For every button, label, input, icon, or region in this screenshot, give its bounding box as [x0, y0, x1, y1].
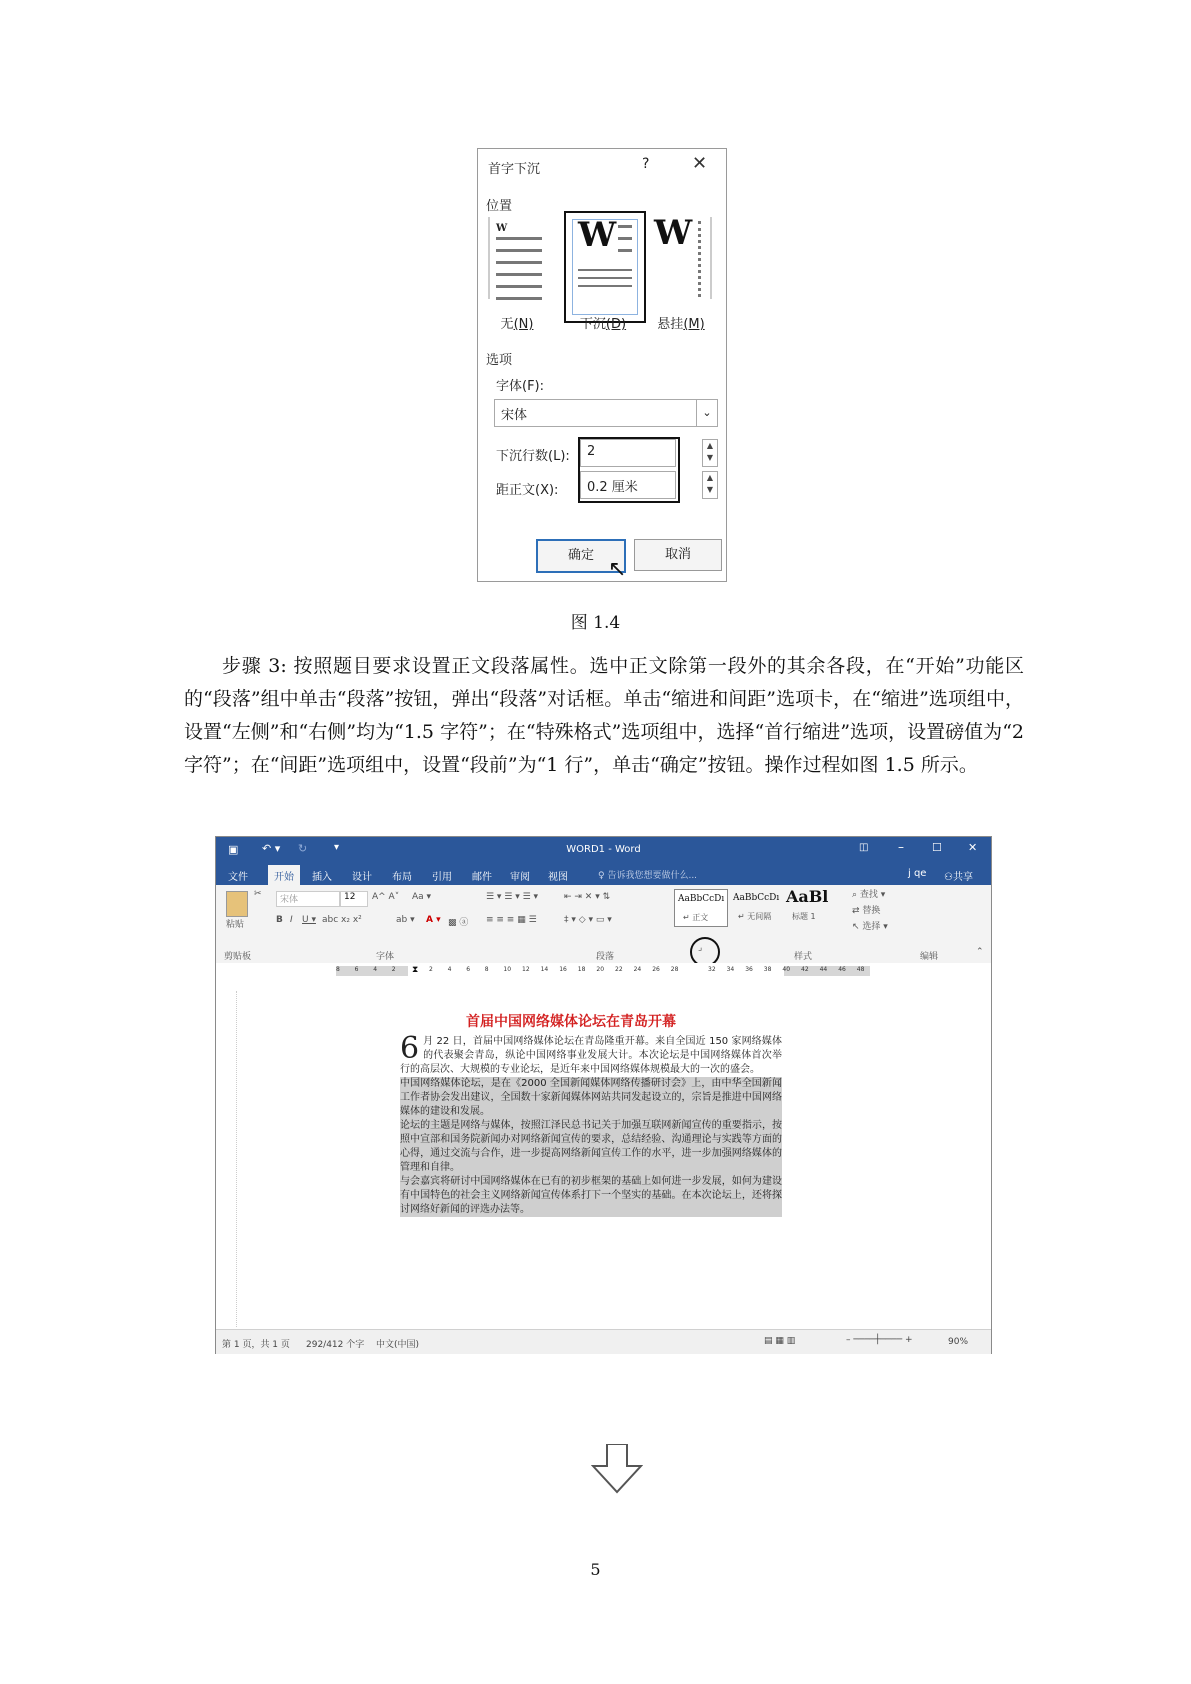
dialog-title: 首字下沉 [488, 162, 541, 177]
ruler-number: 34 [726, 966, 735, 973]
dialog-launcher-icon[interactable]: ⌟ [698, 943, 703, 953]
group-font: 字体 [376, 952, 395, 962]
font-size-select[interactable]: 12 [340, 891, 368, 907]
user-name[interactable]: j qe [908, 868, 927, 879]
tab-review[interactable]: 审阅 [510, 872, 530, 883]
ruler-number: 2 [429, 966, 433, 973]
ruler-number: 24 [633, 966, 642, 973]
font-field-label: 字体(F): [496, 379, 545, 394]
strikethrough-icon[interactable]: abc x₂ x² [322, 915, 362, 925]
ruler-number: 36 [745, 966, 753, 973]
shading-icon[interactable]: ‡ ▾ ◇ ▾ ▭ ▾ [564, 915, 612, 925]
title-bar [216, 837, 991, 863]
tab-mailings[interactable]: 邮件 [472, 872, 492, 883]
paste-label[interactable]: 粘贴 [226, 920, 245, 930]
step-paragraph [184, 650, 1024, 782]
drop-cap: 6 [400, 1031, 420, 1066]
horizontal-ruler[interactable] [216, 963, 991, 982]
vertical-ruler [222, 991, 237, 1327]
ruler-number: 38 [763, 966, 772, 973]
distance-input-value: 0.2 厘米 [587, 480, 638, 495]
ruler-number: 48 [856, 966, 865, 973]
ribbon [216, 885, 991, 964]
dropped-letter: W [578, 215, 617, 255]
ruler-number: 8 [336, 966, 340, 973]
tab-design[interactable]: 设计 [352, 872, 372, 883]
underline-icon[interactable]: U ▾ [302, 915, 316, 925]
cancel-button[interactable]: 取消 [634, 539, 722, 571]
status-words[interactable]: 292/412 个字 [306, 1340, 365, 1350]
align-icon[interactable]: ≡ ≡ ≡ ▦ ☰ [486, 915, 537, 925]
position-margin-option[interactable] [650, 213, 716, 305]
bullets-icon[interactable]: ☰ ▾ ☰ ▾ ☰ ▾ [486, 892, 539, 902]
status-language[interactable]: 中文(中国) [376, 1340, 420, 1350]
style-heading-1[interactable]: AaBl 标题 1 [786, 887, 829, 921]
ruler-number: 4 [373, 966, 378, 973]
font-select[interactable] [494, 399, 718, 427]
ruler-number: 18 [577, 966, 586, 973]
status-bar [216, 1329, 991, 1354]
group-clipboard: 剪贴板 [224, 952, 252, 962]
margin-letter: W [654, 213, 693, 253]
paragraph-2: 中国网络媒体论坛，是在《2000 全国新闻媒体网络传播研讨会》上，由中华全国新闻工作者协会发出建议，全国数十家新闻媒体网站共同发起设立的，宗旨是推进中国网络媒体的建设和发展。 [400, 1078, 782, 1117]
document-body [400, 1031, 782, 1217]
font-name-select[interactable]: 宋体 [276, 891, 340, 907]
share-button[interactable]: ⚇共享 [944, 872, 973, 883]
highlight-icon[interactable]: ab ▾ [396, 915, 415, 925]
step-text: 步骤 3: 按照题目要求设置正文段落属性。选中正文除第一段外的其余各段，在“开始”功能区的“段落”组中单击“段落”按钮，弹出“段落”对话框。单击“缩进和间距”选项卡，在“缩进”选项组中，设置“左侧”和“右侧”均为“1.5 字符”；在“特殊格式”选项组中，选择“首行缩进”选项，设置磅值为“2 字符”；在“间距”选项组中，设置“段前”为“1 行”，单击“确定”按钮。操作过程如图 1.5 所示。 [184, 655, 1024, 776]
tell-me-box[interactable]: ♀ 告诉我您想要做什么... [598, 871, 698, 881]
group-paragraph: 段落 [596, 952, 615, 962]
word-window [215, 836, 992, 1354]
ruler-number: 28 [670, 966, 679, 973]
ruler-number: 8 [484, 966, 489, 973]
ruler-number: 2 [391, 966, 396, 973]
zoom-level[interactable]: 90% [948, 1337, 969, 1347]
distance-input[interactable] [580, 471, 676, 499]
change-case-icon[interactable]: Aa ▾ [412, 892, 432, 902]
tab-home[interactable]: 开始 [268, 865, 300, 886]
paragraph-3: 论坛的主题是网络与媒体，按照江泽民总书记关于加强互联网新闻宣传的重要指示，按照中宣部和国务院新闻办对网络新闻宣传的要求，总结经验、沟通理论与实践等方面的心得，通过交流与合作，进一步提高网络新闻宣传工作的水平，进一步加强网络媒体的管理和自律。 [400, 1120, 782, 1173]
document-headline: 首届中国网络媒体论坛在青岛开幕 [466, 1014, 676, 1030]
person-icon: ⚇ [944, 872, 953, 883]
redo-icon[interactable]: ↻ [298, 842, 308, 855]
grow-font-icon[interactable]: A^ A˅ [372, 892, 400, 902]
close-icon[interactable]: ✕ [692, 153, 708, 174]
indent-marker-icon[interactable]: ⧗ [412, 965, 419, 975]
font-select-value: 宋体 [501, 408, 528, 423]
ruler-number: 10 [503, 966, 512, 973]
ruler-number: 32 [708, 966, 716, 973]
ruler-number: 42 [801, 966, 809, 973]
group-styles: 样式 [794, 952, 813, 962]
save-icon[interactable]: ▣ [228, 843, 239, 856]
paragraph-1: 6 月 22 日，首届中国网络媒体论坛在青岛隆重开幕。来自全国近 150 家网络媒体的代表聚会青岛，纵论中国网络事业发展大计。本次论坛是中国网络媒体首次举行的高层次、大规模的专业论坛，是近年来中国网络媒体规模最大的一次的盛会。 [400, 1031, 782, 1075]
lines-input-value: 2 [587, 444, 596, 459]
tab-layout[interactable]: 布局 [392, 872, 412, 883]
view-buttons[interactable]: ▤ ▦ ▥ [764, 1336, 796, 1346]
window-title: WORD1 - Word [566, 844, 641, 855]
italic-icon[interactable]: I [290, 915, 293, 925]
mouse-cursor-icon: ↖ [608, 557, 627, 582]
find-button[interactable]: ⌕ 查找 ▾ [852, 890, 886, 900]
bold-icon[interactable]: B [276, 915, 283, 925]
page-number: 5 [590, 1560, 601, 1579]
lines-spinner[interactable]: ▲ ▼ [702, 439, 718, 467]
ruler-number: 14 [540, 966, 549, 973]
font-color-icon[interactable]: A ▾ [426, 915, 441, 925]
ruler-number: 40 [782, 966, 791, 973]
distance-field-label: 距正文(X): [496, 483, 559, 498]
distance-spinner[interactable]: ▲ ▼ [702, 471, 718, 499]
group-editing: 编辑 [920, 952, 939, 962]
lightbulb-icon: ♀ [598, 871, 608, 881]
qat-more-icon[interactable]: ▾ [334, 842, 340, 853]
char-shading-icon[interactable]: ▩ ⓐ [448, 918, 469, 928]
undo-icon[interactable]: ↶ ▾ [262, 842, 281, 855]
down-arrow-icon [591, 1444, 643, 1494]
ok-button[interactable]: 确定 [536, 539, 626, 573]
none-letter: W [496, 223, 508, 234]
lines-input[interactable] [580, 439, 676, 467]
tab-insert[interactable]: 插入 [312, 872, 332, 883]
cut-icon[interactable]: ✂ [254, 889, 262, 899]
indent-icon[interactable]: ⇤ ⇥ ✕ ▾ ⇅ [564, 892, 611, 902]
zoom-slider[interactable]: – ────┼──── + [846, 1335, 913, 1345]
lines-field-label: 下沉行数(L): [496, 449, 570, 464]
position-margin-label: 悬挂(M) [657, 317, 705, 332]
select-button[interactable]: ↖ 选择 ▾ [852, 922, 888, 932]
ribbon-display-icon[interactable]: ◫ [859, 842, 869, 853]
ruler-number: 26 [652, 966, 660, 973]
document-area[interactable] [216, 981, 991, 1329]
style-no-spacing[interactable]: AaBbCcDı ↵ 无间隔 [733, 893, 780, 921]
position-none-label: 无(N) [500, 317, 534, 332]
tab-file[interactable]: 文件 [228, 872, 248, 883]
help-button[interactable]: ? [642, 156, 650, 172]
minimize-icon[interactable]: – [898, 840, 904, 854]
ribbon-tabs [216, 863, 991, 885]
ruler-number: 4 [447, 966, 452, 973]
chevron-down-icon[interactable]: ⌄ [696, 400, 717, 426]
style-normal[interactable]: AaBbCcDı ↵ 正文 [674, 889, 728, 927]
ruler-number: 6 [354, 966, 359, 973]
ruler-number: 20 [596, 966, 605, 973]
position-section-label: 位置 [486, 199, 513, 214]
position-none-option[interactable] [486, 217, 552, 305]
position-dropped-label: 下沉(D) [579, 317, 627, 332]
tab-references[interactable]: 引用 [432, 872, 452, 883]
ruler-number: 46 [838, 966, 846, 973]
ruler-number: 44 [819, 966, 828, 973]
collapse-ribbon-icon[interactable]: ⌃ [976, 947, 984, 957]
ruler-number: 22 [615, 966, 623, 973]
figure-caption: 图 1.4 [570, 613, 621, 633]
ruler-number: 6 [466, 966, 471, 973]
options-section-label: 选项 [486, 353, 513, 368]
ruler-number: 12 [522, 966, 530, 973]
paste-icon[interactable] [226, 891, 248, 917]
paragraph-4: 与会嘉宾将研讨中国网络媒体在已有的初步框架的基础上如何进一步发展，如何为建设有中国特色的社会主义网络新闻宣传体系打下一个坚实的基础。在本次论坛上，还将探讨网络好新闻的评选办法等。 [400, 1176, 782, 1215]
ruler-number: 16 [559, 966, 567, 973]
maximize-icon[interactable]: ☐ [932, 841, 942, 854]
close-window-icon[interactable]: ✕ [968, 841, 978, 854]
status-page[interactable]: 第 1 页，共 1 页 [222, 1340, 290, 1350]
tab-view[interactable]: 视图 [548, 872, 568, 883]
position-dropped-option[interactable] [564, 211, 646, 323]
drop-cap-dialog [477, 148, 727, 582]
replace-button[interactable]: ⇄ 替换 [852, 906, 881, 916]
